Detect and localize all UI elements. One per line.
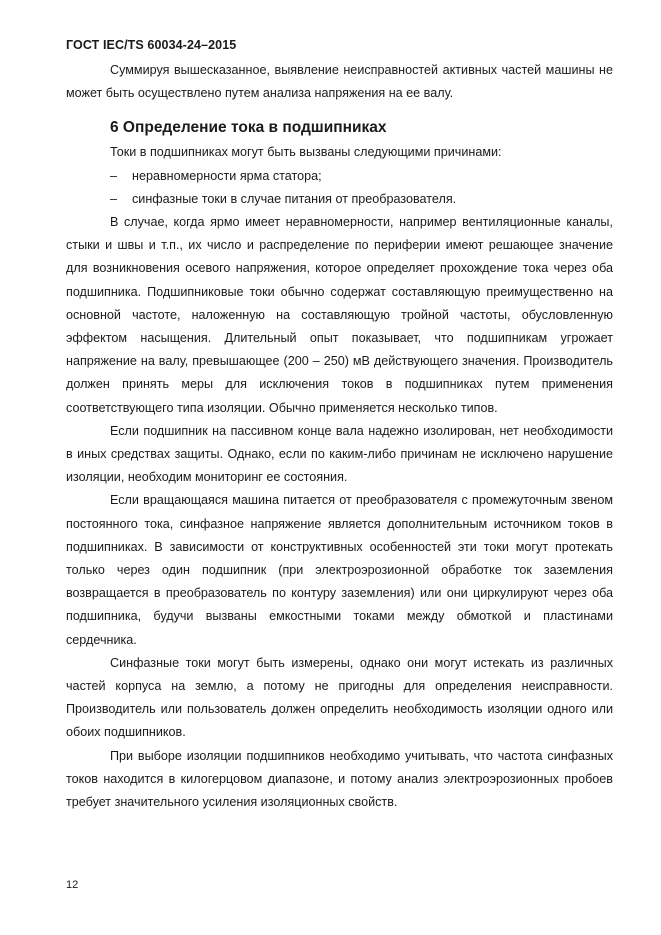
list-item bbox=[66, 165, 613, 188]
body-paragraph: Суммируя вышесказанное, выявление неисправностей активных частей машины не может быть осуществлено путем анализа напряжения на ее валу. bbox=[66, 63, 613, 101]
list-dash: – bbox=[110, 168, 118, 183]
list-item-text: синфазные токи в случае питания от преобразователя. bbox=[132, 191, 457, 206]
list-item-text: неравномерности ярма статора; bbox=[132, 168, 322, 183]
list-item bbox=[66, 188, 613, 211]
body-paragraph: Синфазные токи могут быть измерены, однако они могут истекать из различных частей корпуса на землю, а потому не пригодны для определения неисправности. Производитель или пользователь должен определить необходимость изоляции одного или обоих подшипников. bbox=[66, 655, 613, 740]
page-number: 12 bbox=[66, 879, 79, 891]
body-paragraph: Если подшипник на пассивном конце вала надежно изолирован, нет необходимости в иных средствах защиты. Однако, если по каким-либо причинам не исключено нарушение изоляции, необходим мониторинг ее состояния. bbox=[66, 423, 613, 485]
body-paragraph: В случае, когда ярмо имеет неравномерности, например вентиляционные каналы, стыки и швы и т.п., их число и распределение по периферии имеют решающее значение для возникновения осевого напряжения, которое определяет прохождение тока через оба подшипника. Подшипниковые токи обычно содержат составляющую преимущественно на основной частоте, наложенную на составляющую тройной частоты, обусловленную эффектом насыщения. Длительный опыт показывает, что подшипникам угрожает напряжение на валу, превышающее (200 – 250) мВ действующего значения. Производитель должен принять меры для исключения токов в подшипниках путем применения соответствующего типа изоляции. Обычно применяется несколько типов. bbox=[66, 215, 613, 415]
list-dash: – bbox=[110, 191, 118, 206]
section-lead: Токи в подшипниках могут быть вызваны следующими причинами: bbox=[110, 145, 502, 160]
body-paragraph: Если вращающаяся машина питается от преобразователя с промежуточным звеном постоянного тока, синфазное напряжение является дополнительным источником токов в подшипниках. В зависимости от конструктивных особенностей эти токи могут протекать только через один подшипник (при электроэрозионной обработке ток заземления возвращается в преобразователь по контуру заземления) или они циркулируют через оба подшипника, будучи вызваны емкостными токами между обмоткой и пластинами сердечника. bbox=[66, 493, 613, 647]
document-header: ГОСТ IEC/TS 60034-24–2015 bbox=[66, 38, 237, 52]
causes-list bbox=[66, 165, 613, 211]
body-paragraph: При выборе изоляции подшипников необходимо учитывать, что частота синфазных токов находится в килогерцовом диапазоне, и потому анализ электроэрозионных пробоев требует значительного усиления изоляционных свойств. bbox=[66, 748, 613, 810]
page-body bbox=[66, 59, 613, 814]
section-heading: 6 Определение тока в подшипниках bbox=[110, 119, 387, 137]
